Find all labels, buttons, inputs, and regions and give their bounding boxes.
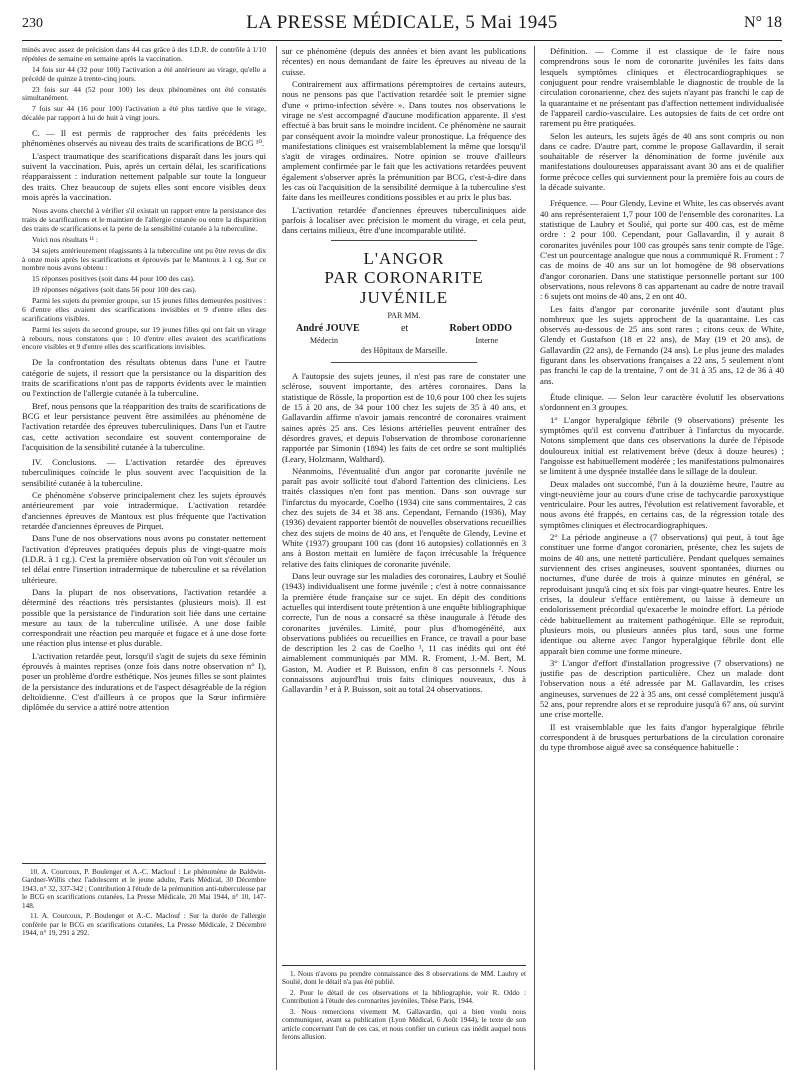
paragraph: Ce phénomène s'observe principalement chez les sujets éprouvés antérieurement par voie intradermique. L'activation retardée d'anciennes épreuves de Mantoux est plus fréquente que l'activation retardée d'anciennes épreuves de Pirquet. bbox=[22, 490, 266, 531]
footnote: 3. Nous remercions vivement M. Gallavardin, qui a bien voulu nous communiquer, avant sa publication (Lyon Médical, 6 Août 1944), le texte de son article concernant l'un de ces cas, et nous confier un curieux cas inédit auquel nous ferons allusion. bbox=[282, 1007, 526, 1041]
footnote-rule bbox=[282, 965, 526, 966]
paragraph: Voici nos résultats ¹¹ : bbox=[32, 234, 99, 244]
footnote-rule bbox=[22, 863, 266, 864]
paragraph: Deux malades ont succombé, l'un à la douzième heure, l'autre au vingt-neuvième jour au cours d'une crise de tachycardie paroxystique ventriculaire. Pour les autres, l'évolution est relativement favorable, et nous avons été frappés, en certains cas, de la régression totale des symptômes cliniques et électrocardiographiques. bbox=[540, 478, 784, 530]
byline-par: PAR MM. bbox=[387, 311, 421, 321]
paragraph: minés avec assez de précision dans 44 cas grâce à des I.D.R. de contrôle à 1/10 répétées de semaine en semaine après la vaccination. bbox=[22, 46, 266, 63]
paragraph: 19 réponses négatives (soit dans 56 pour 100 des cas). bbox=[32, 285, 197, 295]
paragraph: 14 fois sur 44 (32 pour 100) l'activation a été antérieure au virage, qu'elle a précédé de quinze à trente-cinq jours. bbox=[22, 64, 266, 83]
footnote: 1. Nous n'avons pu prendre connaissance des 8 observations de MM. Laubry et Soulié, dont le détail n'a pas été publié. bbox=[282, 970, 526, 987]
column-2-footnotes bbox=[282, 970, 526, 1078]
footnote: 11. A. Courcoux, P. Boulenger et A.-C. Maclouf : Sur la durée de l'allergie conférée par le BCG en scarifications cutanées, La Presse Médicale, 2 Décembre 1944, n° 19, 291 à 292. bbox=[22, 912, 266, 937]
header-rule bbox=[22, 40, 782, 41]
paragraph: L'aspect traumatique des scarifications disparaît dans les jours qui suivent la vaccination. Puis, après un certain délai, les scarifications réapparaissent : induration nettement palpable sur toute la longueur des traits. Chez beaucoup de sujets elles sont encore visibles deux mois après la vaccination. bbox=[22, 150, 266, 202]
column-divider-2 bbox=[534, 46, 535, 1070]
column-3 bbox=[540, 46, 784, 1072]
paragraph: Parmi les sujets du second groupe, sur 19 jeunes filles qui ont fait un virage à rebours, nous constatons que : 10 d'entre elles avaient des scarifications encore visibles et 9 d'entre elles des scarifications invisibles. bbox=[22, 324, 266, 352]
paragraph: 23 fois sur 44 (52 pour 100) les deux phénomènes ont été constatés simultanément. bbox=[22, 84, 266, 103]
page-header bbox=[22, 12, 782, 36]
paragraph: Contrairement aux affirmations péremptoires de certains auteurs, nous ne pensons pas que l'activation retardée soit le premier signe d'une « primo-infection sévère ». Dans toutes nos observations le virage ne s'est accompagné d'aucune modification apparente. Il s'est effectué à bas bruit sans le moindre incident. Ce phénomène ne saurait par conséquent avoir la moindre valeur pronostique. La fréquence des manifestations cliniques est vraisemblablement la même que lorsqu'il s'agit de virages ordinaires. Notre opinion se trouve d'ailleurs amplement confirmée par le fait que les activations retardées peuvent également s'observer après la prémunition par BCG, c'est-à-dire dans les cas où l'acquisition de la sensibilité dermique à la tuberculine s'est faite dans les meilleures conditions possibles et au prix le plus bas. bbox=[282, 78, 526, 203]
journal-title: LA PRESSE MÉDICALE, 5 Mai 1945 bbox=[246, 12, 558, 33]
author-2: Robert ODDO bbox=[449, 322, 512, 334]
footnote: 10. A. Courcoux, P. Boulenger et A.-C. Maclouf : Le phénomène de Baldwin-Gardner-Willis chez l'adolescent et le jeune adulte, Paris Médical, 30 Décembre 1943, n° 32, 337-342 ; Contribution à l'étude de la prémunition anti-tuberculeuse par le BCG en scarifications cutanées, La Presse Médicale, 20 Mai 1944, n° 10, 147-148. bbox=[22, 868, 266, 910]
page-number: 230 bbox=[22, 16, 43, 31]
article-title bbox=[282, 249, 526, 308]
author-conjunction: et bbox=[400, 322, 409, 334]
paragraph: 34 sujets antérieurement réagissants à la tuberculine ont pu être revus de dix à onze mois après les scarifications et éprouvés par le Mantoux à 1 cg. Sur ce nombre nous avons obtenu : bbox=[22, 245, 266, 273]
section-rule bbox=[331, 240, 477, 241]
column-1-footnotes bbox=[22, 868, 266, 1068]
paragraph: sur ce phénomène (depuis des années et bien avant les publications récentes) en nous demandant de faire les épreuves au niveau de la cuisse. bbox=[282, 46, 526, 77]
affiliation-1: Médecin bbox=[310, 335, 338, 345]
paragraph: Néanmoins, l'éventualité d'un angor par coronarite juvénile ne paraît pas avoir sollicité tout d'abord l'attention des cliniciens. Les traités classiques n'en font pas mention. Dans son ouvrage sur l'infarctus du myocarde, Coelho (1934) cite sans commentaires, 2 cas chez des sujets de 34 et 38 ans. Cependant, Fernando (1936), May (1936) devaient rapporter bientôt de nouvelles observations recueillies chez des sujets de moins de 40 ans, et l'enquête de Glendy, Levine et White (1937) groupant 100 cas (dont 16 autopsies) collationnés en 3 ans à Boston mettait en lumière de façon irrécusable la fréquence relative des faits cliniques de coronarite juvénile. bbox=[282, 465, 526, 569]
paragraph: A l'autopsie des sujets jeunes, il n'est pas rare de constater une sclérose, souvent importante, des artères coronaires. Dans la statistique de Rössle, la proportion est de 10,6 pour 100 chez les sujets de 15 à 20 ans, de 34 pour 100 chez les sujets de 35 à 40 ans, et Gallavardin affirme n'avoir jamais rencontré de coronaires vraiment saines après 25 ans. Ces lésions artérielles peuvent entraîner des désordres graves, et depuis l'observation de thrombose coronarienne rapportée par Simonin (1894) les faits de cet ordre se sont multipliés (Leary, Holzmann, Walthard). bbox=[282, 371, 526, 464]
paragraph: L'activation retardée peut, lorsqu'il s'agit de sujets du sexe féminin éprouvés à maintes reprises (onze fois dans notre observation n° I), poser un problème d'ordre esthétique. Nos jeunes filles se sont plaintes de la persistance des indurations et de l'aspect désagréable de la région deltoïdienne. C'est d'ailleurs à ce propos que la Sœur infirmière diplômée du service a attiré notre attention bbox=[22, 650, 266, 713]
paragraph: C. — Il est permis de rapprocher des faits précédents les phénomènes observés au niveau des traits de scarifications de BCG ¹⁰. bbox=[22, 128, 266, 149]
frequence-paragraph: Fréquence. — Pour Glendy, Levine et White, les cas observés avant 40 ans représenteraient 1,7 pour 100 de l'ensemble des coronarites. La statistique de Laubry et Soulié, qui porte sur 400 cas, est de même ordre : 2 pour 100. Cependant, pour Gallavardin, il y aurait 8 coronarites juvéniles pour 100 cas groupés sans tenir compte de l'âge. C'est un pourcentage analogue que nous a communiqué R. Froment : 7 cas de moins de 40 ans sur un lot homogène de 98 observations d'angor coronarien. Dans une statistique personnelle portant sur 100 observations, nous relevons 8 cas appartenant au cadre de notre travail : 6 sujets ont moins de 40 ans, 2 en ont 40. bbox=[540, 198, 784, 302]
affiliation-institution: des Hôpitaux de Marseille. bbox=[360, 346, 448, 356]
paragraph: L'activation retardée d'anciennes épreuves tuberculiniques aide parfois à localiser avec précision le moment du virage, et cela peut, dans certains milieux, être d'une incomparable utilité. bbox=[282, 204, 526, 236]
affiliation-2: Interne bbox=[475, 335, 498, 345]
paragraph: Il est vraisemblable que les faits d'angor hyperalgique fébrile correspondent à de brusques perturbations de la circulation coronaire du type thrombose aiguë avec sa conséquence habituelle : bbox=[540, 721, 784, 753]
paragraph: 2° La période angineuse a (7 observations) qui peut, à tout âge constituer une forme d'angor coronarien, présente, chez les sujets de moins de 40 ans, une netteté particulière. Pendant quelques semaines surviennent des crises angineuses, souvent spontanées, diurnes ou nocturnes, d'une durée de trois à quinze minutes en général, se reproduisant jusqu'à cinq et six fois par vingt-quatre heures. Entre les crises, la douleur s'efface entièrement, ou laisse à demeure un endolorissement précordial qu'exacerbe le moindre effort. La période cède habituellement au traitement pathogénique. Elle se reproduit, plusieurs mois, ou plusieurs années plus tard, sous une forme identique ou alterne avec l'angor hyperalgique fébrile dont elle apparaît bien comme une forme mineure. bbox=[540, 532, 784, 656]
paragraph: 7 fois sur 44 (16 pour 100) l'activation a été plus tardive que le virage, décalée par rapport à lui de huit à vingt jours. bbox=[22, 104, 266, 123]
article-title-line-2: PAR CORONARITE JUVÉNILE bbox=[324, 268, 484, 307]
paragraph: 15 réponses positives (soit dans 44 pour 100 des cas). bbox=[32, 274, 195, 284]
authors bbox=[296, 323, 512, 335]
definition-paragraph: Définition. — Comme il est classique de le faire nous comprendrons sous le nom de coronarite juvéniles les faits dans lesquels symptômes cliniques et électrocardiographiques se conjuguent pour rendre vraisemblable le diagnostic de trouble de la circulation coronarienne, chez des sujets n'ayant pas franchi le cap de la quarantaine et ne présentant pas d'affection nettement individualisée de l'appareil cardio-vasculaire. Les autopsies de faits de cet ordre ont rarement pu être pratiquées. bbox=[540, 46, 784, 129]
paragraph: Dans l'une de nos observations nous avons pu constater nettement l'activation d'épreuves pratiquées depuis plus de vingt-quatre mois (I.D.R. à 1 cg.). C'est la première observation où l'on voit s'écouler un tel délai entre l'insertion intradermique de tuberculine et sa révélation ultérieure. bbox=[22, 533, 266, 585]
etude-clinique-paragraph: Étude clinique. — Selon leur caractère évolutif les observations s'ordonnent en 3 groupes. bbox=[540, 392, 784, 413]
paragraph: 1° L'angor hyperalgique fébrile (9 observations) présente les symptômes qu'il est convenu d'attribuer à l'infarctus du myocarde. Notons simplement que dans ces observations la durée de l'épisode douloureux initial est relativement brève (deux à douze heures) ; l'angoisse est habituellement modérée ; les manifestations pulmonaires se limitent à une dyspnée installée dans le sillage de la douleur. bbox=[540, 414, 784, 477]
column-2 bbox=[282, 46, 526, 1072]
paragraph: Nous avons cherché à vérifier s'il existait un rapport entre la persistance des traits de scarifications et le maintien de l'allergie cutanée ou entre la disparition des traits de scarifications et la perte de la sensibilité cutanée à la tuberculine. bbox=[22, 206, 266, 233]
article-title-line-1: L'ANGOR bbox=[363, 248, 445, 268]
paragraph: Dans leur ouvrage sur les maladies des coronaires, Laubry et Soulié (1943) individualisent une forme juvénile ; c'est à notre connaissance la première étude française sur ce sujet. En dépit des conditions actuelles qui interdisent toute prétention à une enquête bibliographique correcte, l'un de nous a consacré sa thèse inaugurale à l'étude des coronarites juvéniles. Limité, pour plus d'homogénéité, aux observations publiées ou recueillies en France, ce travail a pour base de description les 2 cas de Coelho ¹, 11 cas inédits qui ont été aimablement communiqués par MM. R. Froment, J.-M. Bert, M. Gaston, M. Audier et P. Buisson, enfin 8 cas personnels ². Nous connaissons aujourd'hui trois faits cliniques nouveaux, dus à Gallavardin ³ et à P. Buisson, soit au total 24 observations. bbox=[282, 570, 526, 695]
footnote: 2. Pour le détail de ces observations et la bibliographie, voir R. Oddo : Contribution à l'étude des coronarites juvéniles, Thèse Paris, 1944. bbox=[282, 988, 526, 1006]
paragraph: De la confrontation des résultats obtenus dans l'une et l'autre catégorie de sujets, il ressort que la persistance ou la disparition des traits de scarifications n'ont pas de rapports évidents avec le maintien ou l'extinction de l'allergie cutanée à la tuberculine. bbox=[22, 357, 266, 399]
conclusions-heading-paragraph: IV. Conclusions. — L'activation retardée des épreuves tuberculiniques coïncide le plus souvent avec l'acquisition de la sensibilité cutanée à la tuberculine. bbox=[22, 457, 266, 488]
issue-number: N° 18 bbox=[744, 14, 782, 31]
paragraph: Selon les auteurs, les sujets âgés de 40 ans sont compris ou non dans ce cadre. D'autre part, comme le propose Gallavardin, il serait souhaitable de réserver la dénomination de forme juvénile aux manifestations douloureuses apparaissant avant 30 ans et de qualifier forme précoce celles qui surviennent pour la première fois au cours de la décade suivante. bbox=[540, 130, 784, 193]
author-1: André JOUVE bbox=[296, 322, 360, 334]
section-rule bbox=[331, 362, 477, 363]
paragraph: Parmi les sujets du premier groupe, sur 15 jeunes filles demeurées positives : 6 d'entre elles avaient des scarifications invisibles et 9 d'entre elles des scarifications visibles. bbox=[22, 296, 266, 323]
affiliations bbox=[310, 336, 498, 346]
paragraph: Dans la plupart de nos observations, l'activation retardée a déterminé des réactions très persistantes (plusieurs mois). Il est possible que la persistance de l'induration soit liée dans une certaine mesure au taux de la tuberculine utilisée. A une dose faible correspondrait une réaction peu marquée et fugace et à une dose forte une réaction plus intense et plus durable. bbox=[22, 586, 266, 649]
column-divider-1 bbox=[276, 46, 277, 1070]
paragraph: Bref, nous pensons que la réapparition des traits de scarifications de BCG et leur persistance peuvent être assimilées au phénomène de l'activation retardée des épreuves tuberculiniques. Dans l'un et l'autre cas, cette activation secondaire est souvent contemporaine de l'acquisition de la sensibilité cutanée à la tuberculine. bbox=[22, 400, 266, 452]
column-1 bbox=[22, 46, 266, 856]
paragraph: Les faits d'angor par coronarite juvénile sont d'autant plus nombreux que les sujets approchent de la quarantaine. Les cas observés au-dessous de 25 ans sont rares ; citons ceux de White, Glendy et Gustafson (18 et 22 ans), de May (19 et 20 ans), de Gallavardin (22 ans), de Fernando (24 ans). Le plus jeune des malades figurant dans les observations françaises a 22 ans, 5 seulement n'ont pas franchi le cap de la trentaine, 7 ont de 31 à 35 ans, 12 de 36 à 40 ans. bbox=[540, 303, 784, 386]
paragraph: 3° L'angor d'effort d'installation progressive (7 observations) ne justifie pas de description particulière. Chez un malade dont l'observation nous a été adressée par M. Gallavardin, les crises angineuses, survenues de 22 à 35 ans, ont cessé complètement jusqu'à 52 ans, pour reprendre alors et se reproduire jusqu'à 67 ans, où survint une crise mortelle. bbox=[540, 657, 784, 720]
